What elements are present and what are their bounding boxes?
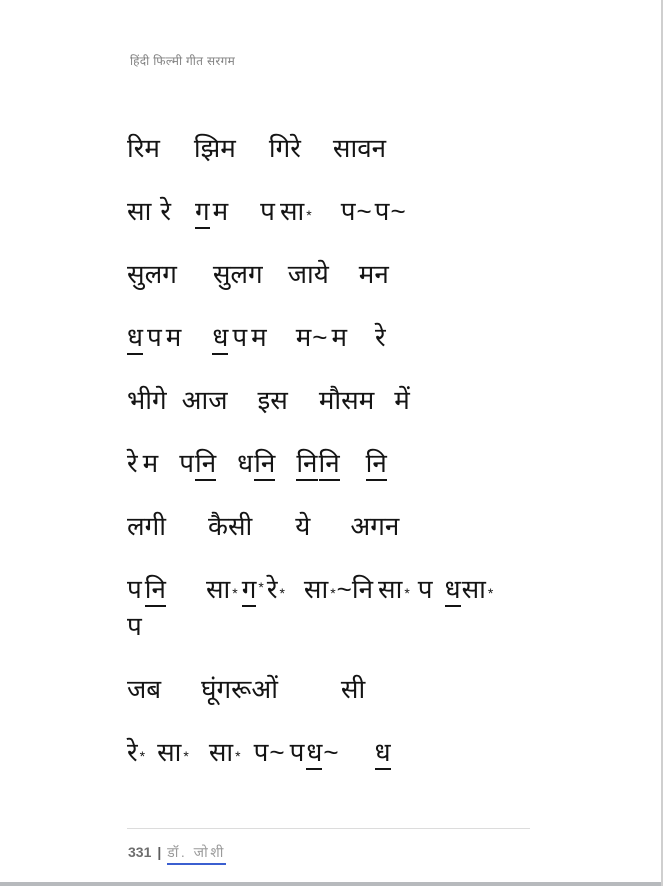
sargam-note xyxy=(375,737,391,770)
sargam-note xyxy=(296,322,328,352)
komal-note-text: नि xyxy=(319,448,340,481)
lyric-word xyxy=(127,511,166,541)
lyric-word xyxy=(127,133,160,163)
note-text: म xyxy=(251,322,267,352)
note-text: में xyxy=(394,385,410,415)
note-text: रे xyxy=(127,448,138,478)
note-text: नि xyxy=(351,574,374,604)
sargam-note xyxy=(145,574,166,604)
note-text: सुलग xyxy=(212,259,263,289)
komal-note-text: नि xyxy=(254,448,275,481)
lyric-word xyxy=(127,674,161,704)
sargam-note xyxy=(280,196,312,226)
komal-note-text: ध xyxy=(127,322,143,355)
note-text: सा xyxy=(279,196,305,226)
sargam-note xyxy=(127,611,142,641)
lyric-word xyxy=(208,511,252,541)
sargam-note xyxy=(127,737,145,767)
octave-asterisk: * xyxy=(139,748,146,764)
note-text: कैसी xyxy=(208,511,253,541)
sargam-note xyxy=(462,574,494,604)
octave-asterisk: * xyxy=(235,748,241,764)
footer-divider xyxy=(127,828,530,829)
octave-asterisk: * xyxy=(306,207,312,223)
lyric-word xyxy=(341,674,365,704)
note-text: ध xyxy=(237,448,254,478)
note-text: सा xyxy=(461,574,486,604)
lyric-word xyxy=(127,385,167,415)
note-text: मन xyxy=(358,259,389,289)
lyric-word xyxy=(269,133,301,163)
sargam-note xyxy=(160,196,171,226)
lyric-word xyxy=(182,385,228,415)
octave-asterisk: * xyxy=(258,579,264,595)
note-text: घूंगरूओं xyxy=(201,674,278,704)
note-text: प xyxy=(232,322,248,352)
komal-note-text: ध xyxy=(306,737,322,770)
lyric-word xyxy=(258,385,288,415)
author-link[interactable]: डॉ. जोशी xyxy=(167,843,226,865)
notation-line xyxy=(127,445,647,482)
lyric-word xyxy=(201,674,278,704)
note-text: प xyxy=(374,196,390,226)
page-number: 331 xyxy=(128,844,152,860)
sargam-note xyxy=(127,574,142,604)
notation-line xyxy=(127,571,647,608)
notation-line xyxy=(127,319,647,356)
meend-tilde: ~ xyxy=(336,574,352,604)
octave-asterisk: * xyxy=(330,585,336,601)
note-text: आज xyxy=(181,385,228,415)
meend-tilde: ~ xyxy=(269,737,285,767)
note-text: रे xyxy=(127,737,138,767)
note-text: रिम xyxy=(127,133,160,163)
lyric-word xyxy=(359,259,389,289)
komal-note-text: ध xyxy=(375,737,391,770)
lyric-word xyxy=(127,259,177,289)
note-text: सा xyxy=(378,574,403,604)
octave-asterisk: * xyxy=(404,585,410,601)
sargam-note xyxy=(296,448,317,478)
page-bottom-edge xyxy=(0,882,661,886)
sargam-note xyxy=(166,322,182,352)
sargam-note xyxy=(331,322,347,352)
sargam-note xyxy=(127,322,143,352)
sargam-note xyxy=(290,737,305,767)
note-text: अगन xyxy=(350,511,400,541)
song-notation-content xyxy=(127,130,647,771)
lyric-word xyxy=(333,133,386,163)
note-text: प xyxy=(289,737,305,767)
meend-tilde: ~ xyxy=(312,322,328,352)
note-text: प xyxy=(127,611,142,641)
note-text: सी xyxy=(340,674,366,704)
page-footer xyxy=(128,843,226,865)
octave-asterisk: * xyxy=(487,585,494,601)
note-text: प xyxy=(127,574,142,604)
lyrics-line xyxy=(127,256,647,293)
sargam-note xyxy=(209,737,241,767)
note-text: रे xyxy=(266,574,278,604)
footer-separator: | xyxy=(157,844,162,860)
note-text: म xyxy=(331,322,347,352)
komal-note-text: नि xyxy=(195,448,216,481)
running-header-title: हिंदी फिल्मी गीत सरगम xyxy=(130,54,236,68)
sargam-note xyxy=(232,322,247,352)
komal-note-text: नि xyxy=(145,574,166,607)
sargam-note xyxy=(375,196,406,226)
note-text: झिम xyxy=(193,133,236,163)
sargam-note xyxy=(352,574,373,604)
komal-note-text: ध xyxy=(212,322,228,355)
lyric-word xyxy=(194,133,236,163)
note-text: प xyxy=(253,737,269,767)
note-text: जब xyxy=(127,674,162,704)
octave-asterisk: * xyxy=(279,585,285,601)
sargam-note xyxy=(366,448,387,481)
note-text: सावन xyxy=(332,133,387,163)
note-text: लगी xyxy=(127,511,167,541)
note-text: सा xyxy=(205,574,231,604)
note-text: म xyxy=(212,196,229,226)
note-text: प xyxy=(417,574,433,604)
lyric-word xyxy=(394,385,410,415)
sargam-note xyxy=(306,737,338,767)
sargam-note xyxy=(260,196,275,226)
note-text: म xyxy=(165,322,182,352)
sargam-note xyxy=(251,322,267,352)
lyrics-line xyxy=(127,671,647,708)
note-text: म xyxy=(142,448,159,478)
sargam-note xyxy=(206,574,238,604)
lyrics-line xyxy=(127,508,647,545)
sargam-note xyxy=(319,448,340,478)
lyrics-line xyxy=(127,130,647,167)
note-text: रे xyxy=(375,322,386,352)
komal-note-text: ग xyxy=(195,196,210,229)
note-text: जाये xyxy=(287,259,329,289)
sargam-note xyxy=(157,737,189,767)
meend-tilde: ~ xyxy=(390,196,406,226)
notation-line xyxy=(127,193,647,230)
note-text: प xyxy=(147,322,162,352)
octave-asterisk: * xyxy=(183,748,189,764)
sargam-note xyxy=(242,574,264,604)
sargam-note xyxy=(127,196,151,226)
komal-note-text: नि xyxy=(366,448,387,481)
lyric-word xyxy=(288,259,329,289)
sargam-note xyxy=(378,574,410,604)
octave-asterisk: * xyxy=(232,585,238,601)
note-text: सा xyxy=(208,737,234,767)
sargam-note xyxy=(213,196,229,226)
komal-note-text: नि xyxy=(296,448,317,481)
sargam-note xyxy=(254,448,275,478)
note-text: गिरे xyxy=(268,133,301,163)
sargam-note xyxy=(143,448,159,478)
komal-note-text: ग xyxy=(242,574,257,607)
sargam-note xyxy=(127,448,138,478)
note-text: प xyxy=(260,196,275,226)
sargam-note xyxy=(375,322,386,352)
sargam-note xyxy=(254,737,285,767)
note-text: सुलग xyxy=(127,259,177,289)
lyrics-line xyxy=(127,382,647,419)
lyric-word xyxy=(319,385,374,415)
sargam-note xyxy=(341,196,372,226)
meend-tilde: ~ xyxy=(356,196,372,226)
notation-line xyxy=(127,608,647,645)
note-text: इस xyxy=(257,385,288,415)
sargam-note xyxy=(267,574,285,604)
sargam-note xyxy=(304,574,352,604)
notation-line xyxy=(127,734,647,771)
note-text: रे xyxy=(160,196,171,226)
note-text: प xyxy=(179,448,194,478)
sargam-note xyxy=(195,448,216,478)
note-text: मौसम xyxy=(318,385,375,415)
note-text: सा xyxy=(303,574,329,604)
sargam-note xyxy=(195,196,210,226)
note-text: सा xyxy=(157,737,182,767)
note-text: ये xyxy=(295,511,311,541)
note-text: म xyxy=(295,322,312,352)
sargam-note xyxy=(445,574,461,604)
sargam-note xyxy=(212,322,228,352)
komal-note-text: ध xyxy=(445,574,461,607)
lyric-word xyxy=(350,511,399,541)
sargam-note xyxy=(147,322,162,352)
sargam-note xyxy=(179,448,194,478)
note-text: भीगे xyxy=(127,385,167,415)
meend-tilde: ~ xyxy=(323,737,339,767)
lyric-word xyxy=(295,511,310,541)
note-text: प xyxy=(340,196,356,226)
lyric-word xyxy=(213,259,263,289)
sargam-note xyxy=(418,574,433,604)
sargam-note xyxy=(237,448,253,478)
note-text: सा xyxy=(127,196,152,226)
